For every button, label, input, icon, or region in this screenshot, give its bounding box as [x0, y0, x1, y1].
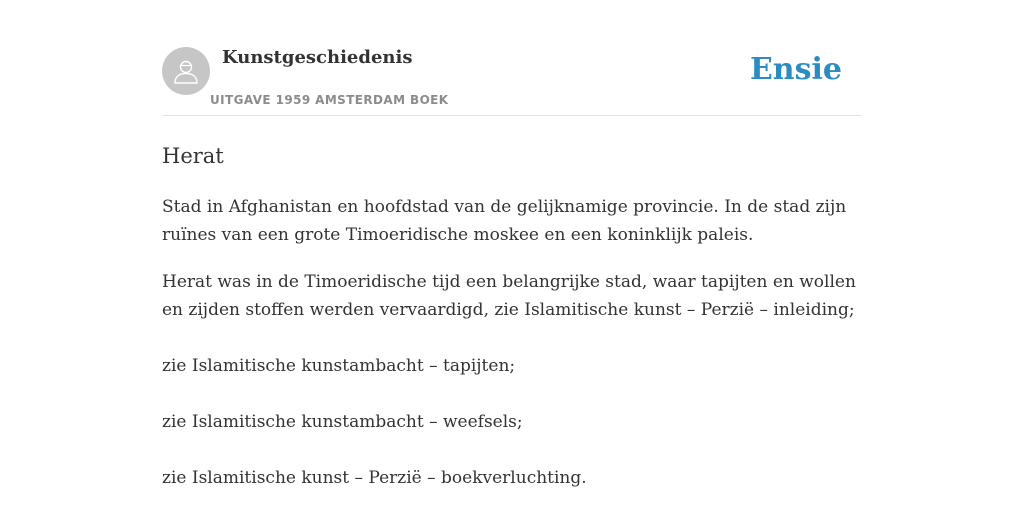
article-title: Herat	[162, 144, 224, 168]
line-break-spacer	[162, 380, 862, 408]
paragraph: Stad in Afghanistan en hoofdstad van de gelijknamige provincie. In de stad zijn ruïnes van een grote Timoeridische moskee en een koninklijk paleis.	[162, 197, 847, 245]
avatar[interactable]	[162, 47, 210, 95]
user-icon	[171, 56, 201, 86]
page	[162, 0, 862, 492]
source-meta: UITGAVE 1959 AMSTERDAM BOEK	[210, 93, 449, 107]
paragraph-line: zie Islamitische kunst – Perzië – boekverluchting.	[162, 468, 587, 488]
paragraph-line: Herat was in de Timoeridische tijd een belangrijke stad, waar tapijten en wollen en zijden stoffen werden vervaardigd, zie Islamitische kunst – Perzië – inleiding;	[162, 272, 856, 320]
source-title[interactable]: Kunstgeschiedenis	[222, 47, 413, 68]
paragraph-line: zie Islamitische kunstambacht – tapijten;	[162, 356, 516, 376]
article-body	[162, 193, 862, 492]
paragraph-line: zie Islamitische kunstambacht – weefsels;	[162, 412, 523, 432]
line-break-spacer	[162, 324, 862, 352]
source-header	[162, 46, 862, 116]
line-break-spacer	[162, 436, 862, 464]
ensie-logo[interactable]: Ensie	[749, 52, 842, 87]
paragraph	[162, 268, 862, 492]
